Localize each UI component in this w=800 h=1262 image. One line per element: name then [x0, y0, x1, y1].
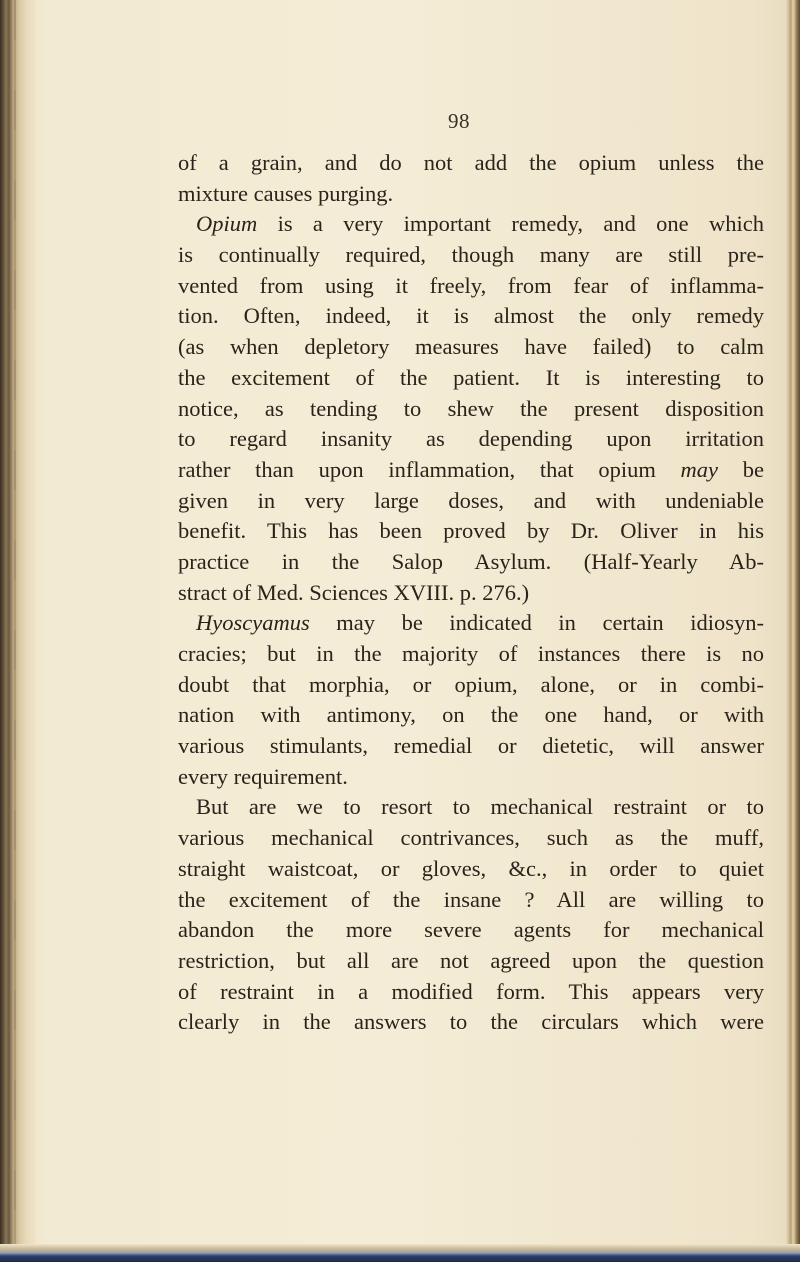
- text-line: every requirement.: [178, 763, 348, 789]
- binding-gutter: [0, 0, 36, 1262]
- text-line: abandon the more severe agents for mechanical: [178, 917, 764, 943]
- text-line: notice, as tending to shew the present disposition: [178, 395, 764, 421]
- text-line: rather than upon inflammation, that opium may be: [178, 456, 764, 482]
- text-line: to regard insanity as depending upon irritation: [178, 426, 764, 452]
- text-line: vented from using it freely, from fear of inflamma-: [178, 272, 764, 298]
- text-line: tion. Often, indeed, it is almost the only remedy: [178, 303, 764, 329]
- page-number: 98: [448, 109, 470, 133]
- text-line: nation with antimony, on the one hand, or with: [178, 702, 764, 728]
- italic-term: Opium: [196, 211, 258, 237]
- text-line: various mechanical contrivances, such as the muff,: [178, 825, 764, 851]
- text-line: Hyoscyamus may be indicated in certain idiosyn-: [196, 610, 764, 636]
- text-line: various stimulants, remedial or dietetic, will answer: [178, 733, 764, 759]
- text-line: the excitement of the patient. It is interesting to: [178, 364, 764, 390]
- text-line: mixture causes purging.: [178, 180, 394, 206]
- text-line: doubt that morphia, or opium, alone, or in combi-: [178, 671, 764, 697]
- text-line: cracies; but in the majority of instances there is no: [178, 641, 764, 666]
- text-line: given in very large doses, and with undeniable: [178, 487, 764, 513]
- text-line: the excitement of the insane ? All are willing to: [178, 886, 764, 912]
- text-line: But are we to resort to mechanical restraint or to: [196, 794, 764, 820]
- text-line: of restraint in a modified form. This appears very: [178, 978, 764, 1004]
- italic-term: may: [680, 456, 719, 482]
- text-line: benefit. This has been proved by Dr. Oliver in his: [178, 518, 764, 544]
- text-line: clearly in the answers to the circulars which were: [178, 1009, 764, 1035]
- text-line: straight waistcoat, or gloves, &c., in order to quiet: [178, 855, 764, 881]
- text-line: practice in the Salop Asylum. (Half-Yearly Ab-: [178, 548, 764, 574]
- body-text: [178, 148, 764, 1038]
- text-line: of a grain, and do not add the opium unless the: [178, 150, 764, 175]
- page-edge-right: [786, 0, 800, 1262]
- text-line: stract of Med. Sciences XVIII. p. 276.): [178, 579, 530, 605]
- text-line: Opium is a very important remedy, and one which: [196, 211, 764, 237]
- text-line: is continually required, though many are still pre-: [178, 242, 764, 268]
- text-line: (as when depletory measures have failed) to calm: [178, 334, 764, 360]
- page-edge-bottom: [0, 1244, 800, 1262]
- text-line: restriction, but all are not agreed upon the question: [178, 947, 764, 973]
- italic-term: Hyoscyamus: [196, 610, 310, 636]
